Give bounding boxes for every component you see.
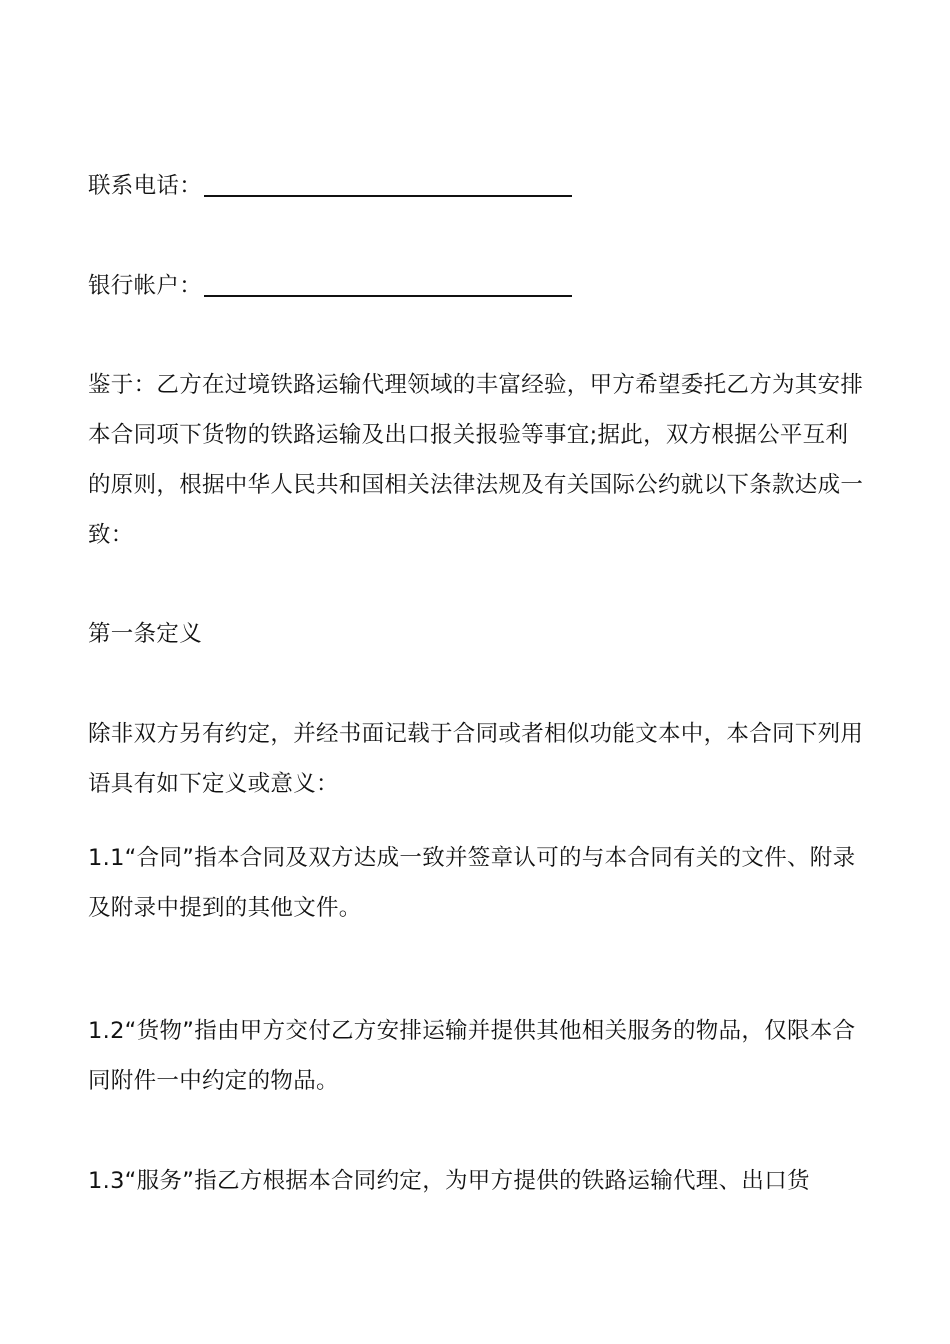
definitions-intro-paragraph: 除非双方另有约定，并经书面记载于合同或者相似功能文本中，本合同下列用语具有如下定义或意义：: [88, 721, 864, 797]
whereas-paragraph: 鉴于：乙方在过境铁路运输代理领域的丰富经验，甲方希望委托乙方为其安排本合同项下货物的铁路运输及出口报关报验等事宜;据此，双方根据公平互利的原则，根据中华人民共和国相关法律法规及有关国际公约就以下条款达成一致：: [88, 372, 864, 548]
definition-1-3: 1.3“服务”指乙方根据本合同约定，为甲方提供的铁路运输代理、出口货: [88, 1168, 810, 1194]
bank-account-label: 银行帐户：: [88, 273, 203, 299]
definition-1-1: 1.1“合同”指本合同及双方达成一致并签章认可的与本合同有关的文件、附录及附录中提到的其他文件。: [88, 845, 856, 921]
bank-account-field: [88, 261, 868, 311]
contact-phone-field: [88, 161, 868, 211]
contact-phone-label: 联系电话：: [88, 173, 203, 199]
contact-phone-blank-line[interactable]: [204, 195, 572, 197]
bank-account-blank-line[interactable]: [204, 295, 572, 297]
definition-1-2: 1.2“货物”指由甲方交付乙方安排运输并提供其他相关服务的物品，仅限本合同附件一中约定的物品。: [88, 1018, 856, 1094]
article-1-heading: 第一条定义: [88, 621, 203, 647]
